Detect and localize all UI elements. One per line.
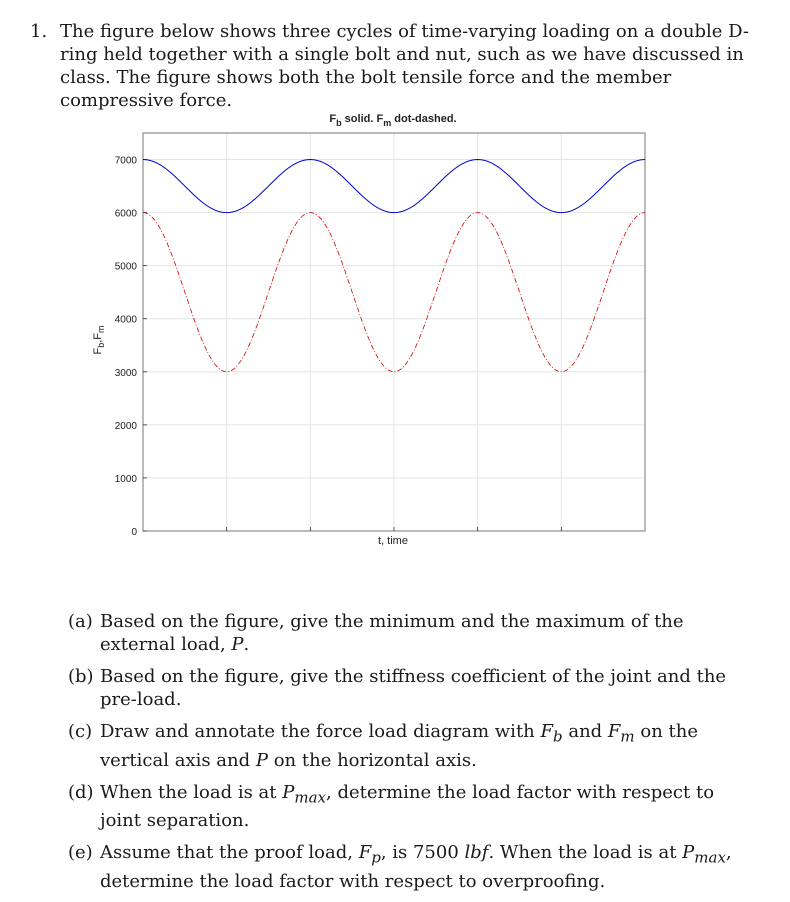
question-text-run: Based on the figure, give the stiffness coefficient of the joint and the pre-load. [100, 666, 727, 710]
y-tick-label: 0 [131, 527, 137, 538]
question-label: (e) [68, 842, 93, 864]
question-text [100, 782, 714, 832]
y-tick-label: 7000 [114, 155, 137, 167]
problem-intro: The figure below shows three cycles of time-varying loading on a double D-ring held together with a single bolt and nut, such as we have discussed in class. The figure shows both the bolt tensile force and the member compressive force. [60, 21, 749, 111]
question-text-run: . When the load is at [488, 842, 683, 864]
math-symbol: P [231, 634, 244, 655]
math-symbol: F [540, 721, 553, 742]
y-tick-label: 1000 [114, 473, 137, 485]
question-text-run: and [562, 721, 608, 742]
question-text-run: When the load is at [100, 781, 283, 803]
question-text-run: . [243, 634, 250, 655]
question-text-run: , determine the load factor with respect to overproofing. [100, 842, 732, 892]
math-symbol: P [282, 781, 295, 803]
math-subscript: p [371, 848, 381, 867]
question-text-run: , is 7500 [380, 842, 465, 864]
question-label: (a) [68, 611, 93, 632]
chart-title: $F_b$ solid. $F_m$ dot-dashed. [329, 113, 457, 128]
problem-number: 1. [30, 21, 48, 42]
x-axis-label: t, time [378, 535, 408, 547]
question-text-run: Assume that the proof load, [100, 842, 359, 864]
question-text-run: Based on the figure, give the minimum and the maximum of the external load, [100, 611, 684, 655]
y-tick-label: 3000 [114, 367, 137, 379]
math-subscript: max [694, 848, 726, 867]
question-text-run: , determine the load factor with respect to joint separation. [100, 781, 715, 832]
math-symbol: P [682, 842, 695, 864]
y-tick-label: 5000 [114, 261, 137, 273]
question-text-run: on the vertical axis and [100, 721, 698, 771]
question-text-run: Draw and annotate the force load diagram with [100, 721, 541, 742]
y-tick-label: 4000 [114, 314, 137, 326]
math-symbol: F [607, 721, 621, 742]
y-tick-label: 2000 [114, 420, 137, 432]
question-item [68, 841, 733, 893]
question-list [68, 610, 733, 902]
math-subscript: max [294, 788, 326, 807]
question-text [100, 666, 726, 710]
question-text [100, 842, 732, 892]
math-symbol: F [358, 842, 372, 864]
question-label: (c) [68, 721, 93, 742]
question-text [100, 611, 684, 655]
math-symbol: lbf [464, 842, 489, 864]
question-item [68, 720, 733, 772]
y-tick-label: 6000 [114, 208, 137, 220]
question-label: (b) [68, 666, 94, 687]
y-axis-label: $F_b,F_m$ [92, 325, 106, 355]
question-text [100, 721, 698, 771]
question-text-run: on the horizontal axis. [268, 749, 477, 771]
question-item [68, 781, 733, 833]
question-label: (d) [68, 781, 94, 803]
math-subscript: m [620, 727, 635, 746]
question-item [68, 610, 733, 656]
question-item [68, 665, 733, 711]
math-symbol: P [255, 749, 268, 771]
math-subscript: b [553, 727, 563, 746]
